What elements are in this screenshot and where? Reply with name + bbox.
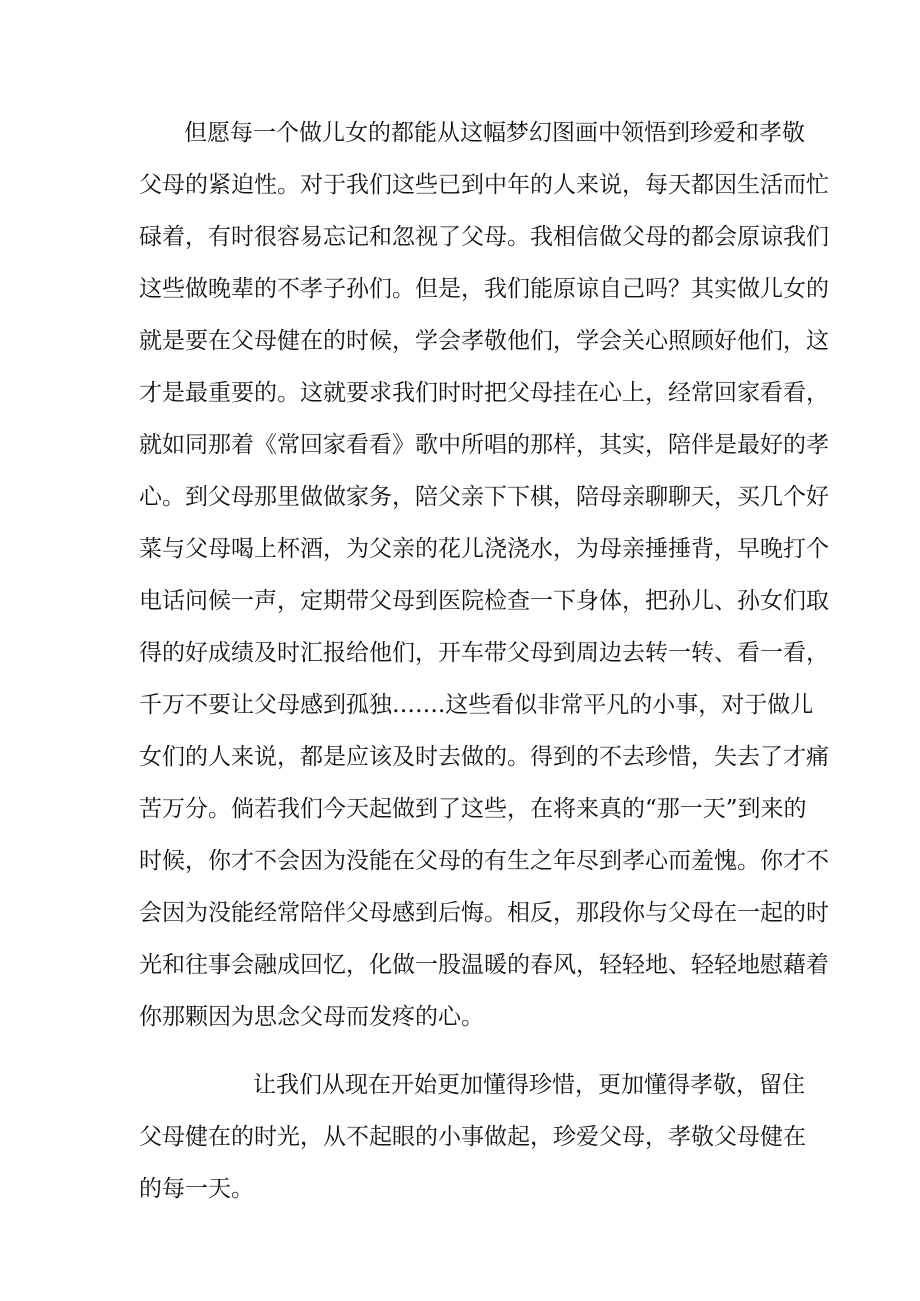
paragraph-1-line-13: 女们的人来说，都是应该及时去做的。得到的不去珍惜，失去了才痛 [139, 744, 829, 770]
paragraph-1-line-3: 碌着，有时很容易忘记和忽视了父母。我相信做父母的都会原谅我们 [139, 224, 829, 250]
paragraph-1-line-18: 你那颗因为思念父母而发疼的心。 [139, 1004, 484, 1030]
paragraph-2-line-2: 父母健在的时光，从不起眼的小事做起，珍爱父母，孝敬父母健在 [139, 1124, 806, 1150]
paragraph-1-line-4: 这些做晚辈的不孝子孙们。但是，我们能原谅自己吗？其实做儿女的 [139, 276, 829, 302]
paragraph-1-line-12: 千万不要让父母感到孤独…….这些看似非常平凡的小事，对于做儿 [139, 692, 814, 718]
paragraph-1-line-6: 才是最重要的。这就要求我们时时把父母挂在心上，经常回家看看， [139, 380, 829, 406]
paragraph-1-line-2: 父母的紧迫性。对于我们这些已到中年的人来说，每天都因生活而忙 [139, 172, 829, 198]
paragraph-1-line-17: 光和往事会融成回忆，化做一股温暖的春风，轻轻地、轻轻地慰藉着 [139, 952, 829, 978]
paragraph-1-line-15: 时候，你才不会因为没能在父母的有生之年尽到孝心而羞愧。你才不 [139, 848, 829, 874]
paragraph-2-line-1: 让我们从现在开始更加懂得珍惜，更加懂得孝敬，留住 [253, 1072, 805, 1098]
paragraph-1-line-9: 菜与父母喝上杯酒，为父亲的花儿浇浇水，为母亲捶捶背，早晚打个 [139, 536, 829, 562]
paragraph-1-line-8: 心。到父母那里做做家务，陪父亲下下棋，陪母亲聊聊天，买几个好 [139, 484, 829, 510]
paragraph-1-line-7: 就如同那着《常回家看看》歌中所唱的那样，其实，陪伴是最好的孝 [139, 432, 829, 458]
paragraph-1-line-16: 会因为没能经常陪伴父母感到后悔。相反，那段你与父母在一起的时 [139, 900, 829, 926]
paragraph-1-line-11: 得的好成绩及时汇报给他们，开车带父母到周边去转一转、看一看， [139, 640, 829, 666]
paragraph-1-line-14: 苦万分。倘若我们今天起做到了这些，在将来真的“那一天”到来的 [139, 796, 807, 822]
paragraph-1-line-5: 就是要在父母健在的时候，学会孝敬他们，学会关心照顾好他们，这 [139, 328, 829, 354]
paragraph-1-line-10: 电话问候一声，定期带父母到医院检查一下身体，把孙儿、孙女们取 [139, 588, 829, 614]
paragraph-2-line-3: 的每一天。 [139, 1176, 254, 1202]
paragraph-1-line-1: 但愿每一个做儿女的都能从这幅梦幻图画中领悟到珍爱和孝敬 [184, 120, 805, 146]
